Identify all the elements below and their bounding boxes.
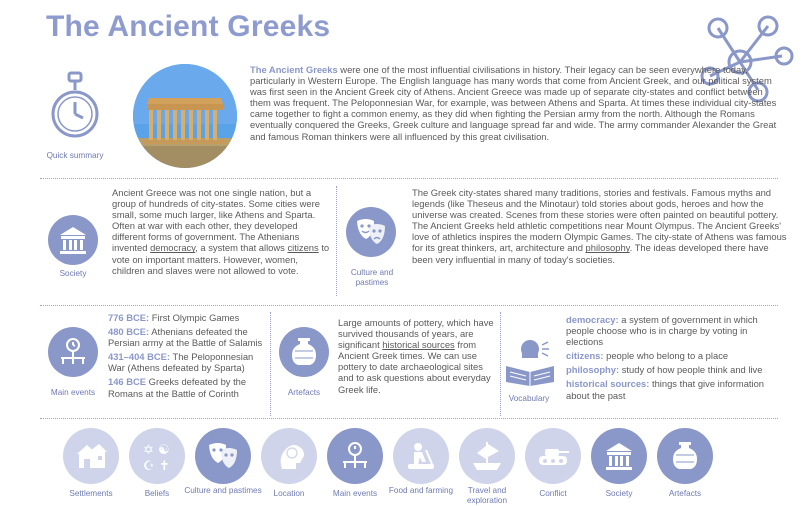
culture-label: Culture and pastimes: [350, 268, 394, 287]
topic-label: Culture and pastimes: [184, 486, 262, 495]
topic-artefacts[interactable]: [657, 428, 713, 484]
topic-label: Food and farming: [388, 486, 454, 495]
parthenon-photo: [133, 64, 237, 168]
vase-icon: [289, 336, 319, 368]
summary-label: Quick summary: [46, 151, 104, 160]
summary-lead: The Ancient Greeks: [250, 64, 338, 75]
citizens-link[interactable]: citizens: [287, 242, 319, 254]
theatre-masks-icon: [206, 441, 240, 471]
globe-head-icon: [272, 439, 306, 473]
temple-icon: [603, 440, 635, 472]
topic-conflict[interactable]: [525, 428, 581, 484]
society-icon-circle: [48, 215, 98, 265]
religious-symbols-icon: [139, 439, 175, 473]
list-item: historical sources: things that give information about the past: [566, 378, 765, 401]
historical-sources-link[interactable]: historical sources: [382, 339, 455, 351]
artefacts-label: Artefacts: [287, 388, 321, 397]
topic-label: Beliefs: [144, 489, 170, 498]
summary-body: were one of the most influential civilisations in history. Their legacy can be seen everywhere today, particularly in Western Europe. The English language has many words that come from Ancient Greek, and our political system was first seen in the Ancient Greek city of Athens. Ancient Greece was made up of separate city-states and conflict between them was frequent. The Peloponnesian War, for example, was between Athens and Sparta. At times these individual city-states came together to fight a common enemy, as they did when fighting the Persian army from the north. Although the Romans eventually conquered the Greeks, Greek culture and language spread far and wide. The army commander Alexander the Great and famous Roman thinkers were all influenced by this great civilisation.: [250, 64, 777, 142]
theatre-masks-icon: [354, 217, 388, 247]
topic-society[interactable]: [591, 428, 647, 484]
list-item: democracy: a system of government in which people choose who is in charge by voting in elections: [566, 314, 758, 348]
topic-main-events[interactable]: [327, 428, 383, 484]
topic-food-farming[interactable]: [393, 428, 449, 484]
culture-text: The Greek city-states shared many traditions, stories and festivals. Famous myths and legends (like Theseus and the Minotaur) told stories about gods, heroes and how the universe was created. Scenes from these stories were often painted on beautiful pottery. The Ancient Greeks held athletic competitions near Mount Olympus. The Ancient Greeks' love of athletics inspires the modern Olympic Games. The city-state of Athens was famous for its great thinkers, art, architecture and philosophy. The ideas developed there have been very influential in many of today's societies.: [412, 187, 787, 265]
divider: [40, 418, 778, 419]
topic-label: Artefacts: [668, 489, 702, 498]
svg-text:☯: ☯: [158, 443, 170, 458]
vocabulary-label: Vocabulary: [508, 394, 550, 403]
svg-text:☪: ☪: [143, 459, 155, 473]
artefacts-icon-circle: [279, 327, 329, 377]
stopwatch-icon: [50, 70, 100, 144]
page-title: The Ancient Greeks: [46, 10, 331, 43]
culture-icon-circle: [346, 207, 396, 257]
topic-settlements[interactable]: [63, 428, 119, 484]
topic-label: Main events: [332, 489, 378, 498]
svg-text:✡: ✡: [143, 443, 154, 458]
democracy-link[interactable]: democracy: [150, 242, 196, 254]
topic-label: Travel and exploration: [466, 486, 508, 505]
artefacts-text: Large amounts of pottery, which have survived thousands of years, are significant historical sources from Ancient Greek times. We can use pottery to date archaeological sites and to ask questions about everyday Greek life.: [338, 317, 494, 395]
topic-label: Conflict: [539, 489, 567, 498]
topic-label: Society: [605, 489, 633, 498]
divider: [336, 186, 337, 296]
topic-location[interactable]: [261, 428, 317, 484]
svg-text:✝: ✝: [159, 459, 170, 473]
list-item: 776 BCE: First Olympic Games: [108, 312, 240, 323]
topic-label: Settlements: [69, 489, 113, 498]
reading-book-icon: [502, 336, 558, 386]
vase-icon: [670, 440, 700, 472]
topic-beliefs[interactable]: [129, 428, 185, 484]
vocabulary-list: [566, 314, 772, 404]
topic-culture[interactable]: [195, 428, 251, 484]
divider: [40, 305, 778, 306]
society-text: Ancient Greece was not one single nation, but a group of hundreds of city-states. Some cities were small, some much larger, like Athens and Sparta. Often at war with each other, they developed different forms of government. The Athenians invented democracy, a system that allows citizens to vote on important matters. However, women, children and slaves were not allowed to vote.: [112, 187, 330, 276]
events-list: [108, 312, 266, 402]
farmer-icon: [404, 440, 438, 472]
society-label: Society: [59, 269, 87, 278]
tank-icon: [535, 441, 571, 471]
philosophy-link[interactable]: philosophy: [585, 242, 630, 254]
events-label: Main events: [50, 388, 96, 397]
list-item: 146 BCE Greeks defeated by the Romans at the Battle of Corinth: [108, 376, 247, 399]
timeline-clock-icon: [57, 336, 89, 368]
ship-icon: [469, 439, 505, 473]
list-item: citizens: people who belong to a place: [566, 350, 729, 362]
summary-text: [250, 64, 786, 142]
list-item: philosophy: study of how people think and live: [566, 364, 763, 376]
temple-icon: [57, 224, 89, 256]
list-item: 480 BCE: Athenians defeated the Persian army at the Battle of Salamis: [108, 326, 263, 349]
divider: [40, 178, 778, 179]
events-icon-circle: [48, 327, 98, 377]
divider: [270, 312, 271, 416]
houses-icon: [73, 440, 109, 472]
timeline-clock-icon: [339, 440, 371, 472]
topic-label: Location: [273, 489, 305, 498]
list-item: 431–404 BCE: The Peloponnesian War (Athens defeated by Sparta): [108, 351, 254, 374]
topic-travel[interactable]: [459, 428, 515, 484]
